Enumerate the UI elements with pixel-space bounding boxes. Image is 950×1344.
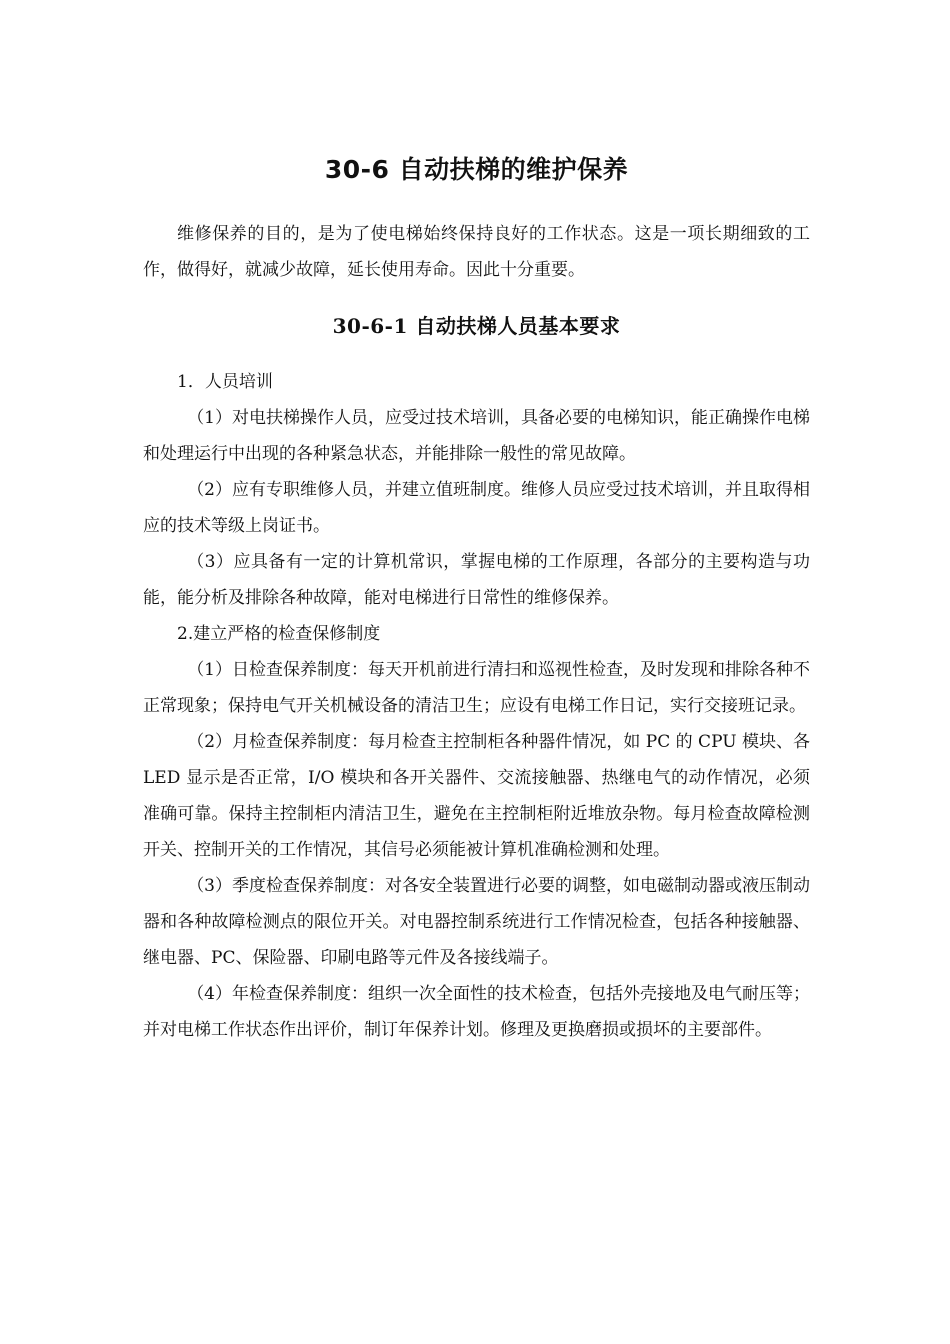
list-item: （4）年检查保养制度：组织一次全面性的技术检查，包括外壳接地及电气耐压等；并对电梯工作状态作出评价，制订年保养计划。修理及更换磨损或损坏的主要部件。	[143, 984, 811, 1040]
list-item: （3）应具备有一定的计算机常识，掌握电梯的工作原理，各部分的主要构造与功能，能分析及排除各种故障，能对电梯进行日常性的维修保养。	[143, 552, 810, 608]
intro-paragraph: 维修保养的目的，是为了使电梯始终保持良好的工作状态。这是一项长期细致的工作，做得好，就减少故障，延长使用寿命。因此十分重要。	[143, 224, 810, 280]
page-title: 30-6 自动扶梯的维护保养	[324, 155, 629, 184]
document-body	[143, 150, 810, 1048]
list-item: （3）季度检查保养制度：对各安全装置进行必要的调整，如电磁制动器或液压制动器和各种故障检测点的限位开关。对电器控制系统进行工作情况检查，包括各种接触器、继电器、PC、保险器、印刷电路等元件及各接线端子。	[143, 876, 811, 968]
list-item: （1）日检查保养制度：每天开机前进行清扫和巡视性检查，及时发现和排除各种不正常现象；保持电气开关机械设备的清洁卫生；应设有电梯工作日记，实行交接班记录。	[143, 660, 811, 716]
section-title: 30-6-1 自动扶梯人员基本要求	[332, 314, 621, 338]
list-item: （2）应有专职维修人员，并建立值班制度。维修人员应受过技术培训，并且取得相应的技术等级上岗证书。	[143, 480, 811, 536]
list-item: （2）月检查保养制度：每月检查主控制柜各种器件情况，如 PC 的 CPU 模块、各 LED 显示是否正常，I/O 模块和各开关器件、交流接触器、热继电气的动作情况，必须准确可靠。保持主控制柜内清洁卫生，避免在主控制柜附近堆放杂物。每月检查故障检测开关、控制开关的工作情况，其信号必须能被计算机准确检测和处理。	[143, 732, 810, 860]
group-heading-training: 1．人员培训	[177, 372, 273, 392]
list-item: （1）对电扶梯操作人员，应受过技术培训，具备必要的电梯知识，能正确操作电梯和处理运行中出现的各种紧急状态，并能排除一般性的常见故障。	[143, 408, 811, 464]
group-heading-inspection: 2.建立严格的检查保修制度	[177, 624, 381, 644]
